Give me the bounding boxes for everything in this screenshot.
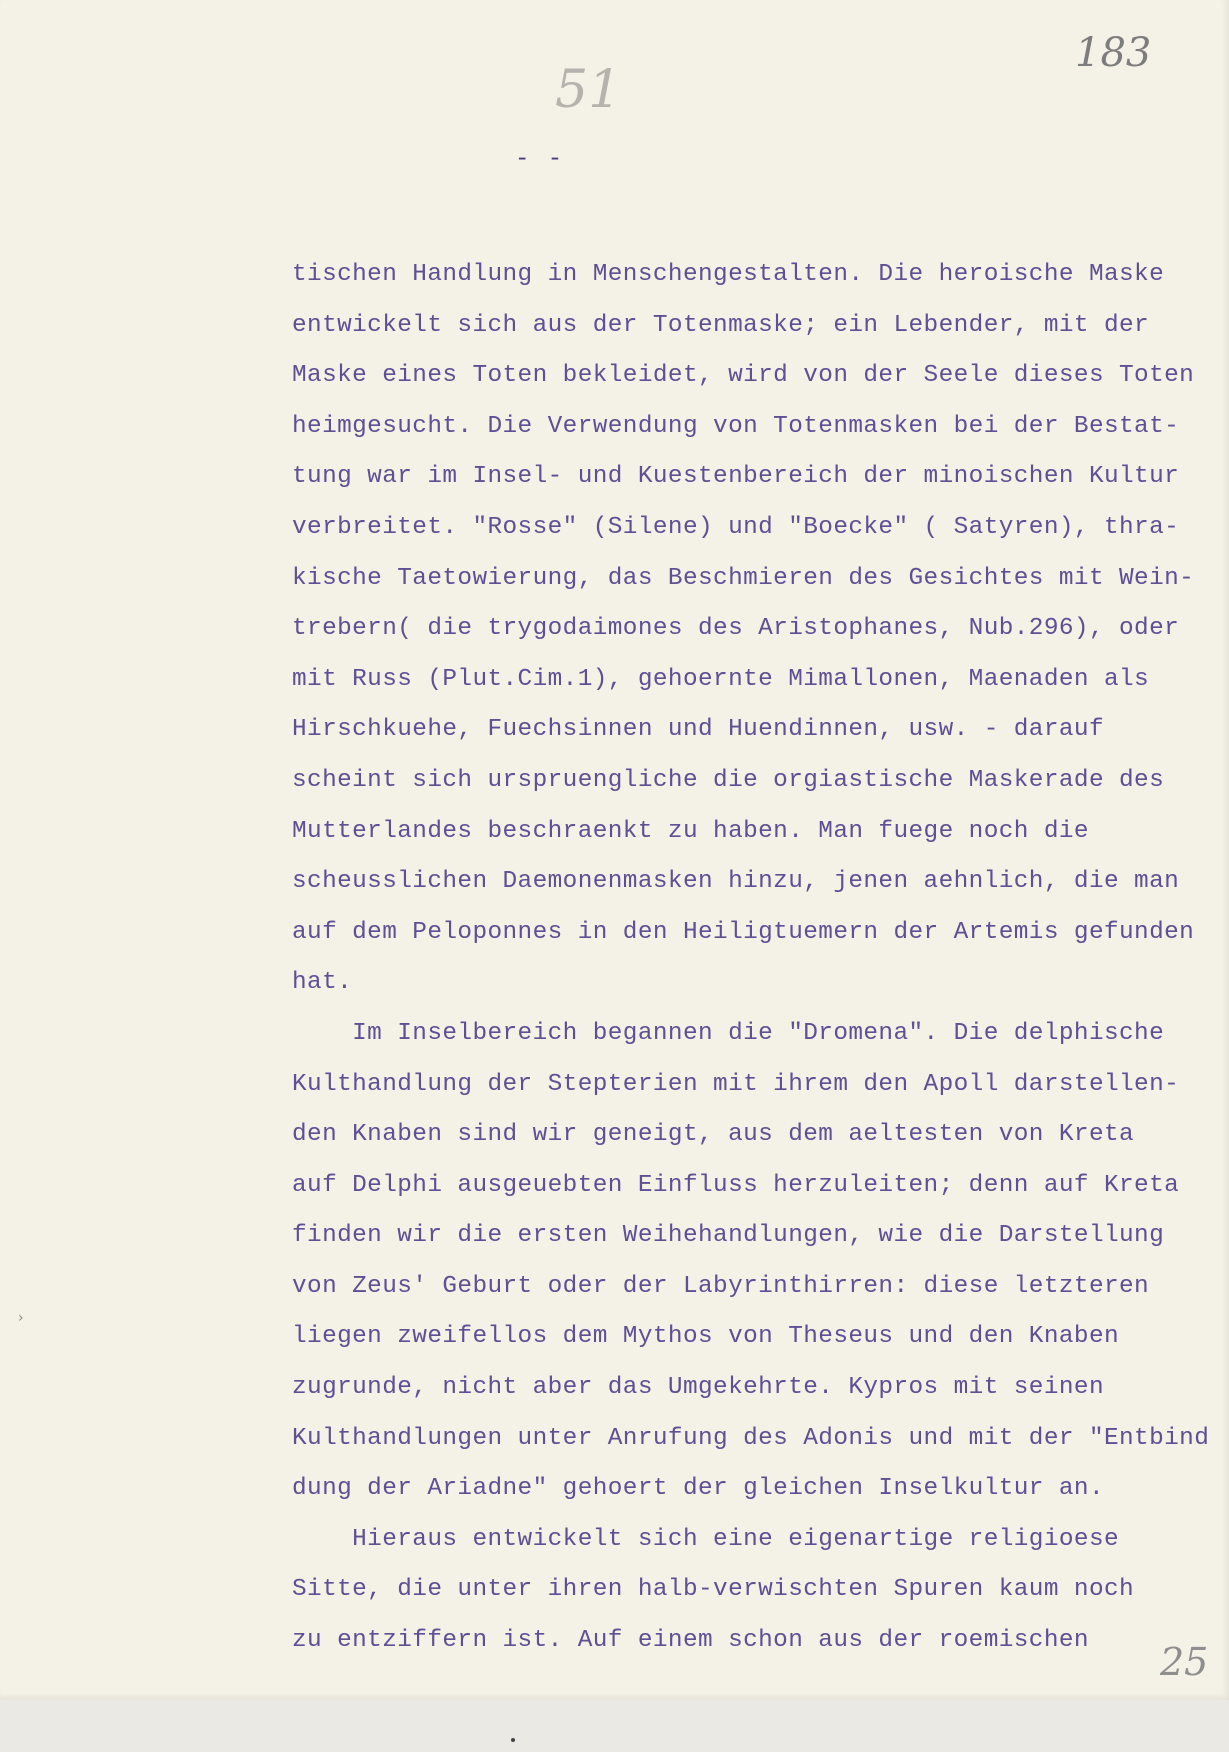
text-line: scheint sich urspruengliche die orgiastische Maskerade des <box>292 766 1165 794</box>
text-line: tung war im Insel- und Kuestenbereich der minoischen Kultur <box>292 463 1180 491</box>
typescript-body <box>292 250 1222 1667</box>
scan-dot-mark <box>511 1738 515 1742</box>
page-number: 51 <box>555 60 622 120</box>
text-line: verbreitet. "Rosse" (Silene) und "Boecke" ( Satyren), thra- <box>292 513 1180 541</box>
text-line: tischen Handlung in Menschengestalten. Die heroische Maske <box>292 261 1165 288</box>
text-line: Kulthandlungen unter Anrufung des Adonis und mit der "Entbind <box>292 1424 1210 1452</box>
text-line: heimgesucht. Die Verwendung von Totenmasken bei der Bestat- <box>292 412 1180 440</box>
scan-background-strip <box>0 1700 1229 1752</box>
text-line: Kulthandlung der Stepterien mit ihrem den Apoll darstellen- <box>292 1070 1180 1098</box>
page-header-dashes: - - <box>515 146 565 173</box>
text-line: Mutterlandes beschraenkt zu haben. Man fuege noch die <box>292 817 1089 845</box>
margin-mark-icon: › <box>18 1310 24 1326</box>
text-line: hat. <box>292 969 353 997</box>
corner-note: 25 <box>1160 1640 1209 1684</box>
text-line: von Zeus' Geburt oder der Labyrinthirren: diese letzteren <box>292 1272 1150 1300</box>
text-line: zu entziffern ist. Auf einem schon aus der roemischen <box>292 1627 1089 1655</box>
text-line: scheusslichen Daemonenmasken hinzu, jenen aehnlich, die man <box>292 868 1180 896</box>
text-line: entwickelt sich aus der Totenmaske; ein Lebender, mit der <box>292 311 1150 339</box>
text-line: auf dem Peloponnes in den Heiligtuemern der Artemis gefunden <box>292 918 1195 946</box>
text-line: Hirschkuehe, Fuechsinnen und Huendinnen, usw. - darauf <box>292 716 1104 744</box>
text-line: den Knaben sind wir geneigt, aus dem aeltesten von Kreta <box>292 1121 1135 1149</box>
text-line: auf Delphi ausgeuebten Einfluss herzuleiten; denn auf Kreta <box>292 1171 1180 1199</box>
text-line: trebern( die trygodaimones des Aristophanes, Nub.296), oder <box>292 615 1180 643</box>
text-line: finden wir die ersten Weihehandlungen, wie die Darstellung <box>292 1222 1165 1250</box>
text-line: Maske eines Toten bekleidet, wird von der Seele dieses Toten <box>292 362 1195 390</box>
text-line: zugrunde, nicht aber das Umgekehrte. Kypros mit seinen <box>292 1374 1104 1402</box>
text-line: liegen zweifellos dem Mythos von Theseus und den Knaben <box>292 1323 1120 1351</box>
text-line: Hieraus entwickelt sich eine eigenartige religioese <box>292 1525 1120 1553</box>
text-line: mit Russ (Plut.Cim.1), gehoernte Mimallonen, Maenaden als <box>292 665 1150 693</box>
text-line: dung der Ariadne" gehoert der gleichen Inselkultur an. <box>292 1475 1104 1503</box>
text-line: Sitte, die unter ihren halb-verwischten Spuren kaum noch <box>292 1576 1135 1604</box>
text-line: kische Taetowierung, das Beschmieren des Gesichtes mit Wein- <box>292 564 1195 592</box>
folio-number: 183 <box>1075 30 1152 76</box>
text-line: Im Inselbereich begannen die "Dromena". Die delphische <box>292 1019 1165 1047</box>
